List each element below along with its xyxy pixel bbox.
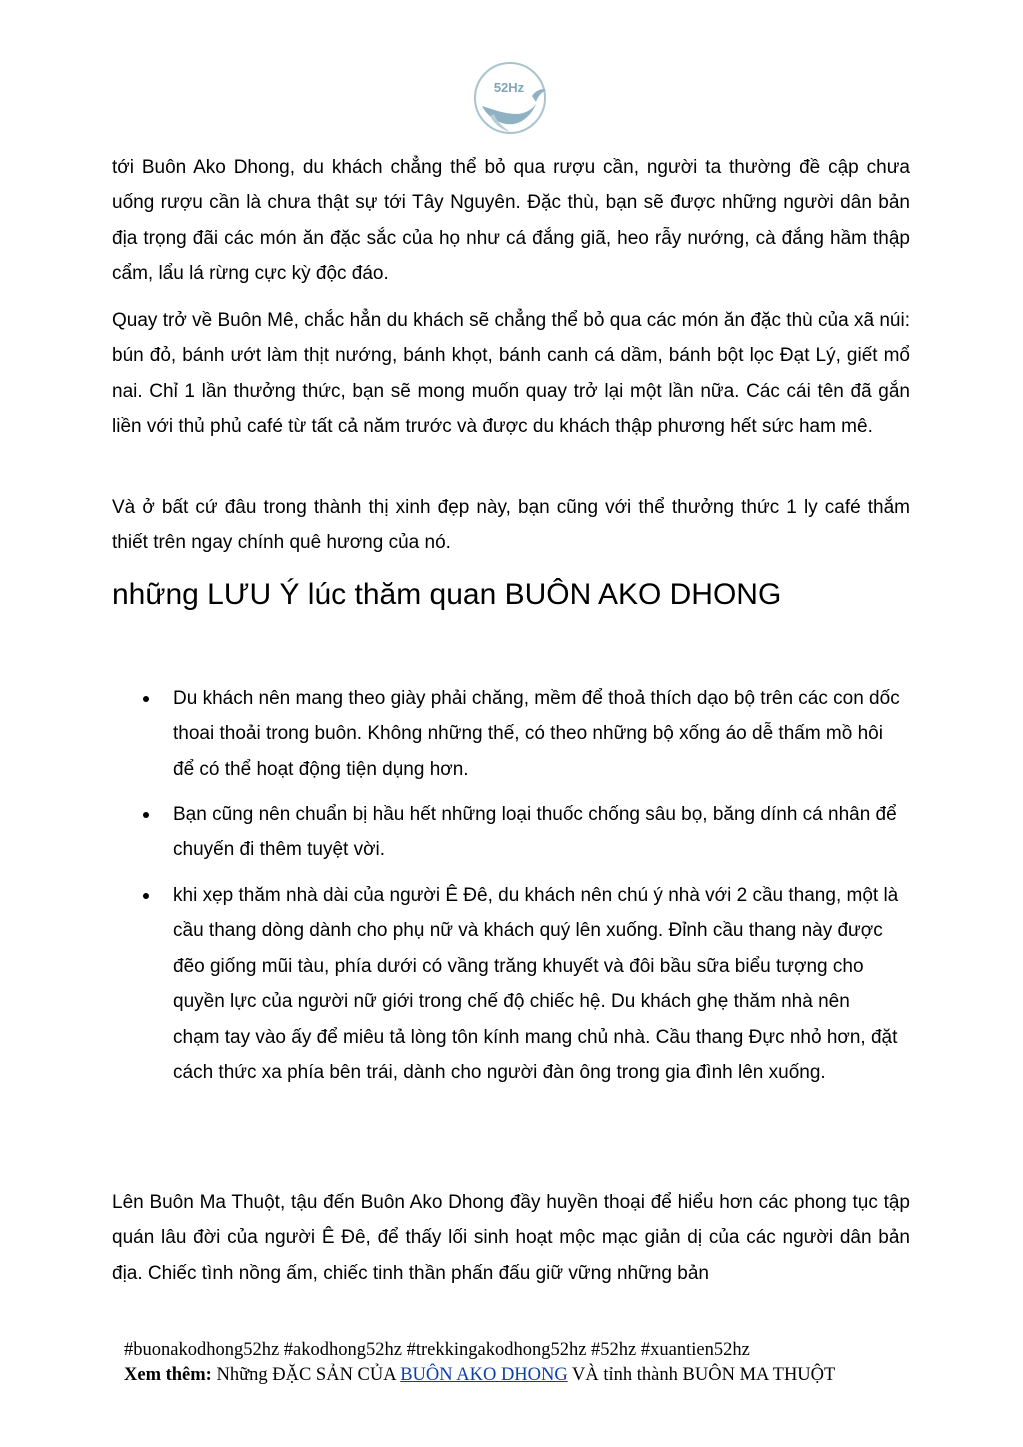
list-item-text: Bạn cũng nên chuẩn bị hầu hết những loại thuốc chống sâu bọ, băng dính cá nhân để chuyến đi thêm tuyệt vời. [173, 804, 897, 861]
see-more-suffix: VÀ tỉnh thành BUÔN MA THUỘT [572, 1365, 836, 1385]
whale-logo-icon [472, 60, 548, 136]
page-footer [124, 1338, 904, 1388]
bullet-icon [143, 893, 149, 899]
paragraph-cafe: Và ở bất cứ đâu trong thành thị xinh đẹp này, bạn cũng với thể thưởng thức 1 ly café thắm thiết trên ngay chính quê hương của nó. [112, 497, 910, 554]
paragraph-intro: tới Buôn Ako Dhong, du khách chẳng thể bỏ qua rượu cần, người ta thường đề cập chưa uống rượu cần là chưa thật sự tới Tây Nguyên. Đặc thù, bạn sẽ được những người dân bản địa trọng đãi các món ăn đặc sắc của họ như cá đắng giã, heo rẫy nướng, cà đắng hầm thập cẩm, lẩu lá rừng cực kỳ độc đáo. [112, 157, 910, 285]
footer-see-more [124, 1363, 904, 1388]
bullet-icon [143, 696, 149, 702]
logo-text: 52Hz [493, 80, 525, 95]
section-heading: những LƯU Ý lúc thăm quan BUÔN AKO DHONG [112, 578, 782, 611]
list-item-text: Du khách nên mang theo giày phải chăng, mềm để thoả thích dạo bộ trên các con dốc thoai thoải trong buôn. Không những thế, có theo những bộ xống áo dễ thấm mồ hôi để có thể hoạt động tiện dụng hơn. [173, 688, 900, 780]
see-more-label: Xem thêm: [124, 1365, 212, 1385]
footer-hashtags: #buonakodhong52hz #akodhong52hz #trekkingakodhong52hz #52hz #xuantien52hz [124, 1340, 750, 1360]
list-item-text: khi xẹp thăm nhà dài của người Ê Đê, du khách nên chú ý nhà với 2 cầu thang, một là cầu thang dòng dành cho phụ nữ và khách quý lên xuống. Đỉnh cầu thang này được đẽo giống mũi tàu, phía dưới có vầng trăng khuyết và đôi bầu sữa biểu tượng cho quyền lực của người nữ giới trong chế độ chiếc hệ. Du khách ghẹ thăm nhà nên chạm tay vào ấy để miêu tả lòng tôn kính mang chủ nhà. Cầu thang Đực nhỏ hơn, đặt cách thức xa phía bên trái, dành cho người đàn ông trong gia đình lên xuống. [173, 885, 899, 1084]
paragraph-buon-me-food: Quay trở về Buôn Mê, chắc hẳn du khách sẽ chẳng thể bỏ qua các món ăn đặc thù của xã núi: bún đỏ, bánh ướt làm thịt nướng, bánh khọt, bánh canh cá dầm, bánh bột lọc Đạt Lý, giết mổ nai. Chỉ 1 lần thưởng thức, bạn sẽ mong muốn quay trở lại một lần nữa. Các cái tên đã gắn liền với thủ phủ café từ tất cả năm trước và được du khách thập phương hết sức ham mê. [112, 310, 910, 438]
paragraph-conclusion: Lên Buôn Ma Thuột, tậu đến Buôn Ako Dhong đầy huyền thoại để hiểu hơn các phong tục tập quán lâu đời của người Ê Đê, để thấy lối sinh hoạt mộc mạc giản dị của các người dân bản địa. Chiếc tình nồng ấm, chiếc tinh thần phấn đấu giữ vững những bản [112, 1192, 910, 1284]
bullet-icon [143, 812, 149, 818]
buon-ako-dhong-link[interactable]: BUÔN AKO DHONG [400, 1365, 568, 1385]
see-more-prefix: Những ĐẶC SẢN CỦA [216, 1365, 396, 1385]
